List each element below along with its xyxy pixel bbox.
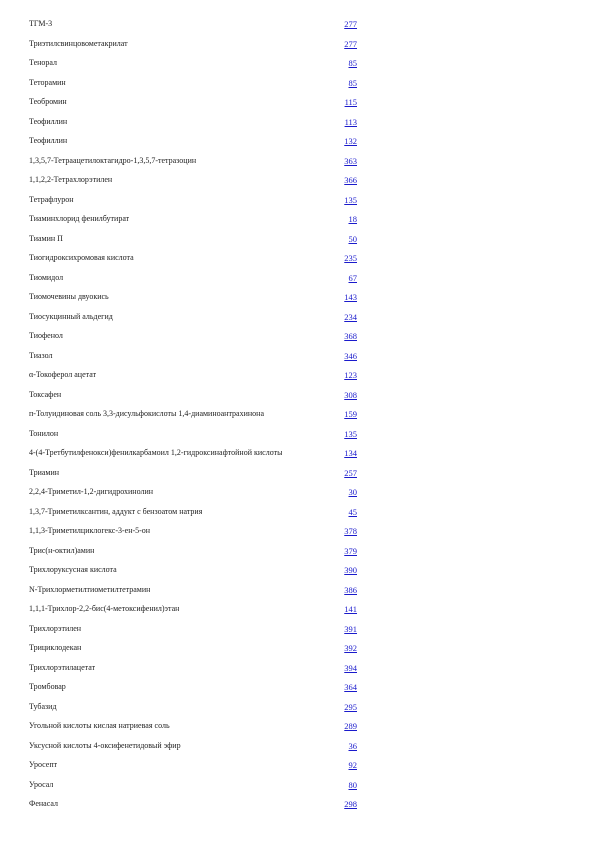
page-link[interactable]: 18 xyxy=(348,214,357,224)
list-item xyxy=(0,740,595,760)
entry-name: Уросепт xyxy=(29,760,58,769)
page-link[interactable]: 391 xyxy=(344,623,357,634)
page-link[interactable]: 363 xyxy=(344,155,357,166)
page-link[interactable]: 85 xyxy=(348,58,357,68)
entry-name: 2,2,4-Триметил-1,2-дигидрохинолин xyxy=(29,487,154,496)
entry-name: Тиамин П xyxy=(29,233,63,243)
entry-name: Фенасал xyxy=(29,799,58,808)
list-item xyxy=(0,135,595,155)
list-item xyxy=(0,155,595,175)
page-link[interactable]: 113 xyxy=(344,116,357,127)
entry-name: 1,1,1-Трихлор-2,2-бис(4-метоксифенил)этан xyxy=(29,604,180,613)
list-item xyxy=(0,369,595,389)
page-link[interactable]: 277 xyxy=(344,38,357,49)
list-item xyxy=(0,701,595,721)
page-link[interactable]: 378 xyxy=(344,526,357,536)
entry-name: Уксусной кислоты 4-оксифенетидовый эфир xyxy=(29,740,181,750)
list-item xyxy=(0,603,595,623)
page-link[interactable]: 123 xyxy=(344,370,357,380)
entry-name: Тенорал xyxy=(29,58,58,67)
entry-name: Триамин xyxy=(29,467,60,477)
list-item xyxy=(0,96,595,116)
page-link[interactable]: 45 xyxy=(348,506,357,517)
entry-name: Теторамин xyxy=(29,77,66,87)
entry-name: Трис(н-октил)амин xyxy=(29,545,95,555)
page-link[interactable]: 366 xyxy=(344,175,357,185)
list-item xyxy=(0,506,595,526)
entry-name: п-Толуидиновая соль 3,3-дисульфокислоты 1,4-диаминоантрахинона xyxy=(29,409,264,418)
page-link[interactable]: 379 xyxy=(344,545,357,556)
list-item xyxy=(0,759,595,779)
entry-name: Тиомидол xyxy=(29,272,64,282)
list-item xyxy=(0,116,595,136)
page-link[interactable]: 390 xyxy=(344,565,357,575)
list-item xyxy=(0,311,595,331)
page-link[interactable]: 308 xyxy=(344,389,357,400)
page-link[interactable]: 298 xyxy=(344,799,357,809)
list-item xyxy=(0,389,595,409)
list-item xyxy=(0,662,595,682)
entry-name: Трихлорэтилацетат xyxy=(29,662,96,672)
entry-name: 1,1,3-Триметилциклогекс-3-ен-5-он xyxy=(29,526,151,535)
entry-name: α-Токоферол ацетат xyxy=(29,370,97,379)
page-link[interactable]: 141 xyxy=(344,604,357,614)
page-link[interactable]: 135 xyxy=(344,428,357,439)
entry-name: Токсафен xyxy=(29,389,62,399)
entry-name: Тромбовар xyxy=(29,682,66,691)
list-item xyxy=(0,779,595,799)
list-item xyxy=(0,467,595,487)
list-item xyxy=(0,330,595,350)
page-link[interactable]: 85 xyxy=(348,77,357,88)
list-item xyxy=(0,213,595,233)
entry-name: Уросал xyxy=(29,779,54,789)
list-item xyxy=(0,38,595,58)
list-item xyxy=(0,408,595,428)
list-item xyxy=(0,233,595,253)
entry-name: Теофиллин xyxy=(29,116,68,126)
entry-name: Трихлорэтилен xyxy=(29,623,82,633)
page-link[interactable]: 143 xyxy=(344,292,357,302)
list-item xyxy=(0,18,595,38)
entry-name: 1,3,5,7-Тетраацетилоктагидро-1,3,5,7-тетразоцин xyxy=(29,155,197,165)
entry-name: Теобромин xyxy=(29,97,67,106)
list-item xyxy=(0,798,595,818)
list-item xyxy=(0,428,595,448)
entry-name: Тубазид xyxy=(29,701,57,711)
entry-name: Тиосукцинный альдегид xyxy=(29,311,113,321)
entry-name: 1,1,2,2-Тетрахлорэтилен xyxy=(29,175,113,184)
page-link[interactable]: 159 xyxy=(344,409,357,419)
page-link[interactable]: 346 xyxy=(344,350,357,361)
list-item xyxy=(0,486,595,506)
page-link[interactable]: 132 xyxy=(344,136,357,146)
page-link[interactable]: 80 xyxy=(348,779,357,790)
list-item xyxy=(0,623,595,643)
entry-name: 4-(4-Третбутилфенокси)фенилкарбамоил 1,2-гидроксинафтойной кислоты xyxy=(29,448,283,457)
entry-name: Тиаминхлорид фенилбутират xyxy=(29,214,130,223)
entry-name: Тиомочевины двуокись xyxy=(29,292,109,301)
page-link[interactable]: 392 xyxy=(344,643,357,653)
entry-name: Тиофенол xyxy=(29,331,63,340)
page-link[interactable]: 30 xyxy=(348,487,357,497)
list-item xyxy=(0,564,595,584)
list-item xyxy=(0,447,595,467)
page-link[interactable]: 257 xyxy=(344,467,357,478)
list-item xyxy=(0,720,595,740)
list-item xyxy=(0,252,595,272)
page-link[interactable]: 234 xyxy=(344,311,357,322)
entry-name: Трициклодекан xyxy=(29,643,82,652)
entry-name: Триэтилсвинцовометакрилат xyxy=(29,38,128,48)
entry-name: Тетрафлурон xyxy=(29,194,74,204)
page-link[interactable]: 386 xyxy=(344,584,357,595)
page-link[interactable]: 36 xyxy=(348,740,357,751)
page-link[interactable]: 50 xyxy=(348,233,357,244)
list-item xyxy=(0,174,595,194)
entry-name: Угольной кислоты кислая натриевая соль xyxy=(29,721,170,730)
page-link[interactable]: 277 xyxy=(344,19,357,29)
entry-name: Тиазол xyxy=(29,350,53,360)
page-link[interactable]: 364 xyxy=(344,682,357,692)
list-item xyxy=(0,681,595,701)
entry-name: Тонилон xyxy=(29,428,59,438)
page-link[interactable]: 115 xyxy=(344,97,357,107)
list-item xyxy=(0,77,595,97)
list-item xyxy=(0,584,595,604)
entry-name: Теофиллин xyxy=(29,136,68,145)
entry-name: ТГМ-3 xyxy=(29,19,53,28)
page-link[interactable]: 235 xyxy=(344,253,357,263)
page-link[interactable]: 289 xyxy=(344,721,357,731)
entry-name: 1,3,7-Триметилксантин, аддукт с бензоатом натрия xyxy=(29,506,203,516)
page-link[interactable]: 135 xyxy=(344,194,357,205)
list-item xyxy=(0,545,595,565)
page-link[interactable]: 67 xyxy=(348,272,357,283)
list-item xyxy=(0,57,595,77)
page-link[interactable]: 394 xyxy=(344,662,357,673)
list-item xyxy=(0,642,595,662)
list-item xyxy=(0,272,595,292)
entry-name: N-Трихлорметилтиометилтетрамин xyxy=(29,584,151,594)
entry-name: Тиогидроксихромовая кислота xyxy=(29,253,134,262)
index-list xyxy=(0,18,595,818)
page-link[interactable]: 295 xyxy=(344,701,357,712)
list-item xyxy=(0,194,595,214)
page-link[interactable]: 134 xyxy=(344,448,357,458)
list-item xyxy=(0,291,595,311)
page-link[interactable]: 92 xyxy=(348,760,357,770)
entry-name: Трихлоруксусная кислота xyxy=(29,565,117,574)
list-item xyxy=(0,350,595,370)
list-item xyxy=(0,525,595,545)
page-link[interactable]: 368 xyxy=(344,331,357,341)
